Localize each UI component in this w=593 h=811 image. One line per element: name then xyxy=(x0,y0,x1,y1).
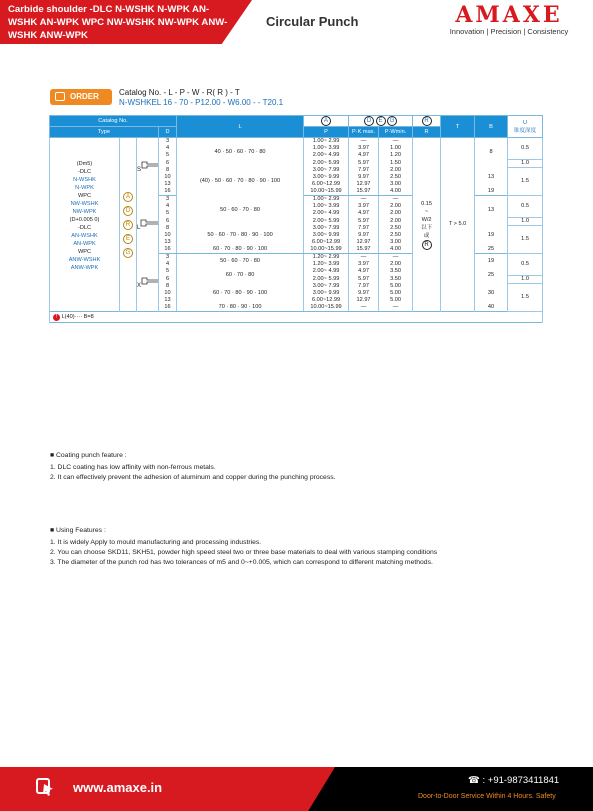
pw-cell: 2.00 xyxy=(379,210,413,217)
variant-letter-icon: R xyxy=(123,220,133,230)
coating-heading: ■ Coating punch feature : xyxy=(50,452,127,459)
d-cell: 6 xyxy=(159,217,177,225)
coating-features xyxy=(50,451,336,483)
d-cell: 13 xyxy=(159,297,177,304)
b-cell: 19 xyxy=(475,225,508,246)
footer xyxy=(0,767,593,811)
d-cell: 16 xyxy=(159,304,177,312)
b-cell: 13 xyxy=(475,196,508,226)
table-note-row xyxy=(50,312,543,323)
header xyxy=(0,0,593,44)
coating-item-2: 2. It can effectively prevent the adhesion of aluminum and copper during the punching process. xyxy=(50,474,336,481)
shape-letter: S xyxy=(137,167,142,174)
pk-cell: 5.97 xyxy=(349,159,379,167)
l-cell: 60 · 70 · 80 · 90 · 100 xyxy=(177,246,304,254)
b-cell: 25 xyxy=(475,268,508,283)
pk-header: P·K max. xyxy=(349,127,379,138)
d-cell: 10 xyxy=(159,290,177,297)
pk-cell: 3.97 xyxy=(349,203,379,210)
phone-text: +91-9873411841 xyxy=(487,775,560,786)
p-cell: 1.00~ 3.99 xyxy=(304,145,349,152)
p-cell: 2.00~ 5.99 xyxy=(304,275,349,283)
pk-cell: — xyxy=(349,196,379,204)
type-line: NW-WPK xyxy=(72,209,97,215)
brand-wordmark: AMAXE xyxy=(455,2,563,28)
variant-letters xyxy=(120,138,137,312)
phone-number[interactable] xyxy=(468,775,559,786)
d-cell: 4 xyxy=(159,203,177,210)
u-cell: 0.5 xyxy=(508,254,543,276)
brand-tagline: Innovation | Precision | Consistency xyxy=(449,27,569,36)
r-line: 或 xyxy=(423,232,430,239)
punch-shape-icon xyxy=(140,217,158,229)
punch-shape-icon xyxy=(141,275,158,287)
p-group-icon: A xyxy=(304,116,349,127)
type-line: -DLC xyxy=(77,169,92,175)
pw-cell: 5.00 xyxy=(379,290,413,297)
punch-shape-icon xyxy=(141,159,158,171)
p-cell: 1.00~ 2.99 xyxy=(304,196,349,204)
u-cell: 1.5 xyxy=(508,283,543,312)
spec-body xyxy=(50,138,543,323)
type-line: AN-WPK xyxy=(73,241,96,247)
p-cell: 1.00~ 3.99 xyxy=(304,203,349,210)
pw-cell: 4.00 xyxy=(379,246,413,254)
pk-cell: 3.97 xyxy=(349,145,379,152)
type-line: WPC xyxy=(77,249,92,255)
d-cell: 10 xyxy=(159,174,177,181)
pw-cell: 2.50 xyxy=(379,225,413,232)
p-cell: 2.00~ 4.99 xyxy=(304,210,349,217)
b-cell: 19 xyxy=(475,254,508,269)
d-cell: 3 xyxy=(159,138,177,146)
order-example-line: N-WSHKEL 16 - 70 - P12.00 - W6.00 - - T20.1 xyxy=(119,98,284,107)
d-cell: 4 xyxy=(159,261,177,268)
pw-cell: 5.00 xyxy=(379,297,413,304)
order-label: ORDER xyxy=(70,92,99,101)
p-cell: 6.00~12.99 xyxy=(304,239,349,246)
variant-letter-icon: D xyxy=(123,206,133,216)
d-cell: 16 xyxy=(159,246,177,254)
p-cell: 2.00~ 4.99 xyxy=(304,268,349,275)
l-cell: 50 · 60 · 70 · 80 xyxy=(177,196,304,226)
d-cell: 8 xyxy=(159,283,177,290)
p-cell: 6.00~12.99 xyxy=(304,181,349,188)
pw-header: P·Wmin. xyxy=(379,127,413,138)
type-header: Type xyxy=(50,127,159,138)
pw-cell: 3.50 xyxy=(379,275,413,283)
p-cell: 3.00~ 9.99 xyxy=(304,232,349,239)
b-cell: 8 xyxy=(475,138,508,168)
type-line: ANW-WPK xyxy=(70,265,99,271)
order-catalog-line: Catalog No. - L - P - W - R( R ) - T xyxy=(119,88,240,97)
pk-cell: 7.97 xyxy=(349,283,379,290)
pw-cell: 2.50 xyxy=(379,174,413,181)
u-cell: 1.0 xyxy=(508,275,543,283)
pk-cell: 4.97 xyxy=(349,210,379,217)
using-item-2: 2. You can choose SKD11, SKH51, powder high speed steel two or three base materials to deal with various stamping conditions xyxy=(50,549,438,556)
p-cell: 2.00~ 4.99 xyxy=(304,152,349,159)
p-cell: 2.00~ 5.99 xyxy=(304,159,349,167)
b-cell: 30 xyxy=(475,283,508,304)
d-cell: 6 xyxy=(159,159,177,167)
l-cell: 50 · 60 · 70 · 80 · 90 · 100 xyxy=(177,225,304,246)
r-circle-icon: R xyxy=(422,240,432,250)
l-cell: (40) · 50 · 60 · 70 · 80 · 90 · 100 xyxy=(177,167,304,196)
d-cell: 8 xyxy=(159,167,177,174)
pk-cell: 5.97 xyxy=(349,275,379,283)
d-cell: 5 xyxy=(159,268,177,275)
shape-letter: X xyxy=(137,282,142,289)
d-cell: 6 xyxy=(159,275,177,283)
p-cell: 1.20~ 2.99 xyxy=(304,254,349,262)
b-header: B xyxy=(475,116,508,138)
l-cell: 60 · 70 · 80 xyxy=(177,268,304,283)
p-cell: 3.00~ 7.99 xyxy=(304,225,349,232)
pw-cell: 1.50 xyxy=(379,159,413,167)
pk-cell: — xyxy=(349,304,379,312)
d-cell: 8 xyxy=(159,225,177,232)
type-line: NW-WSHK xyxy=(70,201,99,207)
pw-cell: 2.00 xyxy=(379,217,413,225)
r-line: W/2 xyxy=(421,216,432,223)
p-cell: 2.00~ 5.99 xyxy=(304,217,349,225)
shape-diagram xyxy=(137,254,159,312)
d-cell: 10 xyxy=(159,232,177,239)
pw-cell: 2.00 xyxy=(379,203,413,210)
pw-cell: — xyxy=(379,254,413,262)
pk-cell: 4.97 xyxy=(349,152,379,159)
b-cell: 13 xyxy=(475,167,508,188)
type-line: ANW-WSHK xyxy=(68,257,101,263)
pw-cell: 3.00 xyxy=(379,181,413,188)
order-example xyxy=(50,85,465,109)
pk-cell: 9.97 xyxy=(349,232,379,239)
d-cell: 3 xyxy=(159,254,177,262)
l-cell: 70 · 80 · 90 · 100 xyxy=(177,304,304,312)
type-description xyxy=(50,138,120,312)
u-header xyxy=(508,116,543,138)
pk-cell: — xyxy=(349,138,379,146)
pk-cell: 7.97 xyxy=(349,225,379,232)
website-link[interactable]: www.amaxe.in xyxy=(73,780,163,795)
using-heading: ■ Using Features : xyxy=(50,527,106,534)
pw-cell: — xyxy=(379,196,413,204)
pk-cell: 12.97 xyxy=(349,297,379,304)
u-cell: 1.5 xyxy=(508,167,543,196)
pw-cell: 4.00 xyxy=(379,188,413,196)
u-cell: 0.5 xyxy=(508,196,543,218)
type-line: AN-WSHK xyxy=(71,233,98,239)
pw-cell: 2.00 xyxy=(379,167,413,174)
r-line: 0.15 xyxy=(421,200,432,207)
table-note xyxy=(50,312,543,323)
pk-group-icons: D E G xyxy=(349,116,413,127)
pw-cell: 1.20 xyxy=(379,152,413,159)
u-cell: 1.0 xyxy=(508,159,543,167)
type-line: (D+0.005 0) xyxy=(69,217,100,223)
u-cell: 1.0 xyxy=(508,217,543,225)
variant-letter-icon: E xyxy=(123,234,133,244)
d-cell: 16 xyxy=(159,188,177,196)
type-line: N-WSHK xyxy=(73,177,96,183)
warning-icon: ! xyxy=(53,314,60,321)
p-cell: 1.20~ 3.99 xyxy=(304,261,349,268)
p-cell: 3.00~ 9.99 xyxy=(304,290,349,297)
pk-cell: 9.97 xyxy=(349,290,379,297)
pk-cell: — xyxy=(349,254,379,262)
l-cell: 60 · 70 · 80 · 90 · 100 xyxy=(177,283,304,304)
phone-icon: ☎ : xyxy=(468,775,488,786)
l-cell: 50 · 60 · 70 · 80 xyxy=(177,254,304,269)
type-line: -DLC xyxy=(77,225,92,231)
pw-cell: 3.50 xyxy=(379,268,413,275)
d-cell: 5 xyxy=(159,152,177,159)
p-cell: 10.00~15.99 xyxy=(304,246,349,254)
r-value xyxy=(413,138,441,312)
using-features xyxy=(50,526,437,568)
shape-diagram xyxy=(137,138,159,196)
variant-letter-icon: G xyxy=(123,248,133,258)
r-group-icon: R xyxy=(413,116,441,127)
brand-logo xyxy=(430,2,588,36)
spec-table xyxy=(49,115,543,323)
d-cell: 5 xyxy=(159,210,177,217)
p-header: P xyxy=(304,127,349,138)
cursor-icon xyxy=(36,777,54,797)
shape-diagram xyxy=(137,196,159,254)
coating-item-1: 1. DLC coating has low affinity with non-ferrous metals. xyxy=(50,464,216,471)
type-line: (Dm5) xyxy=(76,161,93,167)
p-cell: 3.00~ 7.99 xyxy=(304,167,349,174)
variant-letter-icon: A xyxy=(123,192,133,202)
service-slogan: Door-to-Door Service Within 4 Hours. Safety xyxy=(418,793,556,800)
l-header: L xyxy=(177,116,304,138)
r-line: 以下 xyxy=(420,224,433,231)
pw-cell: 1.00 xyxy=(379,145,413,152)
u-label: U xyxy=(523,119,528,126)
order-badge xyxy=(50,89,112,105)
b-cell: 25 xyxy=(475,246,508,254)
type-line: N-WPK xyxy=(75,185,94,191)
pw-cell: 3.00 xyxy=(379,239,413,246)
l-cell: 40 · 50 · 60 · 70 · 80 xyxy=(177,138,304,168)
pk-cell: 3.97 xyxy=(349,261,379,268)
d-cell: 3 xyxy=(159,196,177,204)
b-cell: 19 xyxy=(475,188,508,196)
cart-icon xyxy=(55,92,65,101)
page-title: Carbide shoulder -DLC N-WSHK N-WPK AN-WSHK AN-WPK WPC NW-WSHK NW-WPK ANW-WSHK ANW-WPK xyxy=(8,4,228,41)
pw-cell: — xyxy=(379,304,413,312)
pk-cell: 15.97 xyxy=(349,188,379,196)
note-text: L(40)···· B=8 xyxy=(61,313,94,320)
r-line: ~ xyxy=(424,208,429,215)
p-cell: 10.00~15.99 xyxy=(304,304,349,312)
pk-cell: 15.97 xyxy=(349,246,379,254)
u-cell: 1.5 xyxy=(508,225,543,254)
p-cell: 1.00~ 2.99 xyxy=(304,138,349,146)
u-sublabel: 锥度深度 xyxy=(513,127,537,134)
catalog-header: Catalog No. xyxy=(50,116,177,127)
d-cell: 13 xyxy=(159,181,177,188)
pk-cell: 7.97 xyxy=(349,167,379,174)
using-item-1: 1. It is widely Apply to mould manufacturing and processing industries. xyxy=(50,539,262,546)
r-header: R xyxy=(413,127,441,138)
p-cell: 6.00~12.99 xyxy=(304,297,349,304)
pw-cell: 2.00 xyxy=(379,261,413,268)
pk-cell: 5.97 xyxy=(349,217,379,225)
pw-cell: 2.50 xyxy=(379,232,413,239)
pw-cell: — xyxy=(379,138,413,146)
product-name: Circular Punch xyxy=(266,14,359,29)
pk-cell: 12.97 xyxy=(349,181,379,188)
t-value: T > 5.0 xyxy=(441,138,475,312)
d-cell: 4 xyxy=(159,145,177,152)
pk-cell: 9.97 xyxy=(349,174,379,181)
pk-cell: 12.97 xyxy=(349,239,379,246)
p-cell: 3.00~ 7.99 xyxy=(304,283,349,290)
pk-cell: 4.97 xyxy=(349,268,379,275)
type-line: WPC xyxy=(77,193,92,199)
using-item-3: 3. The diameter of the punch rod has two tolerances of m5 and 0~+0.005, which can correspond to different matching methods. xyxy=(50,559,433,566)
p-cell: 10.00~15.99 xyxy=(304,188,349,196)
d-header: D xyxy=(159,127,177,138)
table-row xyxy=(50,138,543,146)
u-cell: 0.5 xyxy=(508,138,543,160)
b-cell: 40 xyxy=(475,304,508,312)
t-header: T xyxy=(441,116,475,138)
p-cell: 3.00~ 9.99 xyxy=(304,174,349,181)
shape-letter: L xyxy=(137,225,141,231)
pw-cell: 5.00 xyxy=(379,283,413,290)
d-cell: 13 xyxy=(159,239,177,246)
